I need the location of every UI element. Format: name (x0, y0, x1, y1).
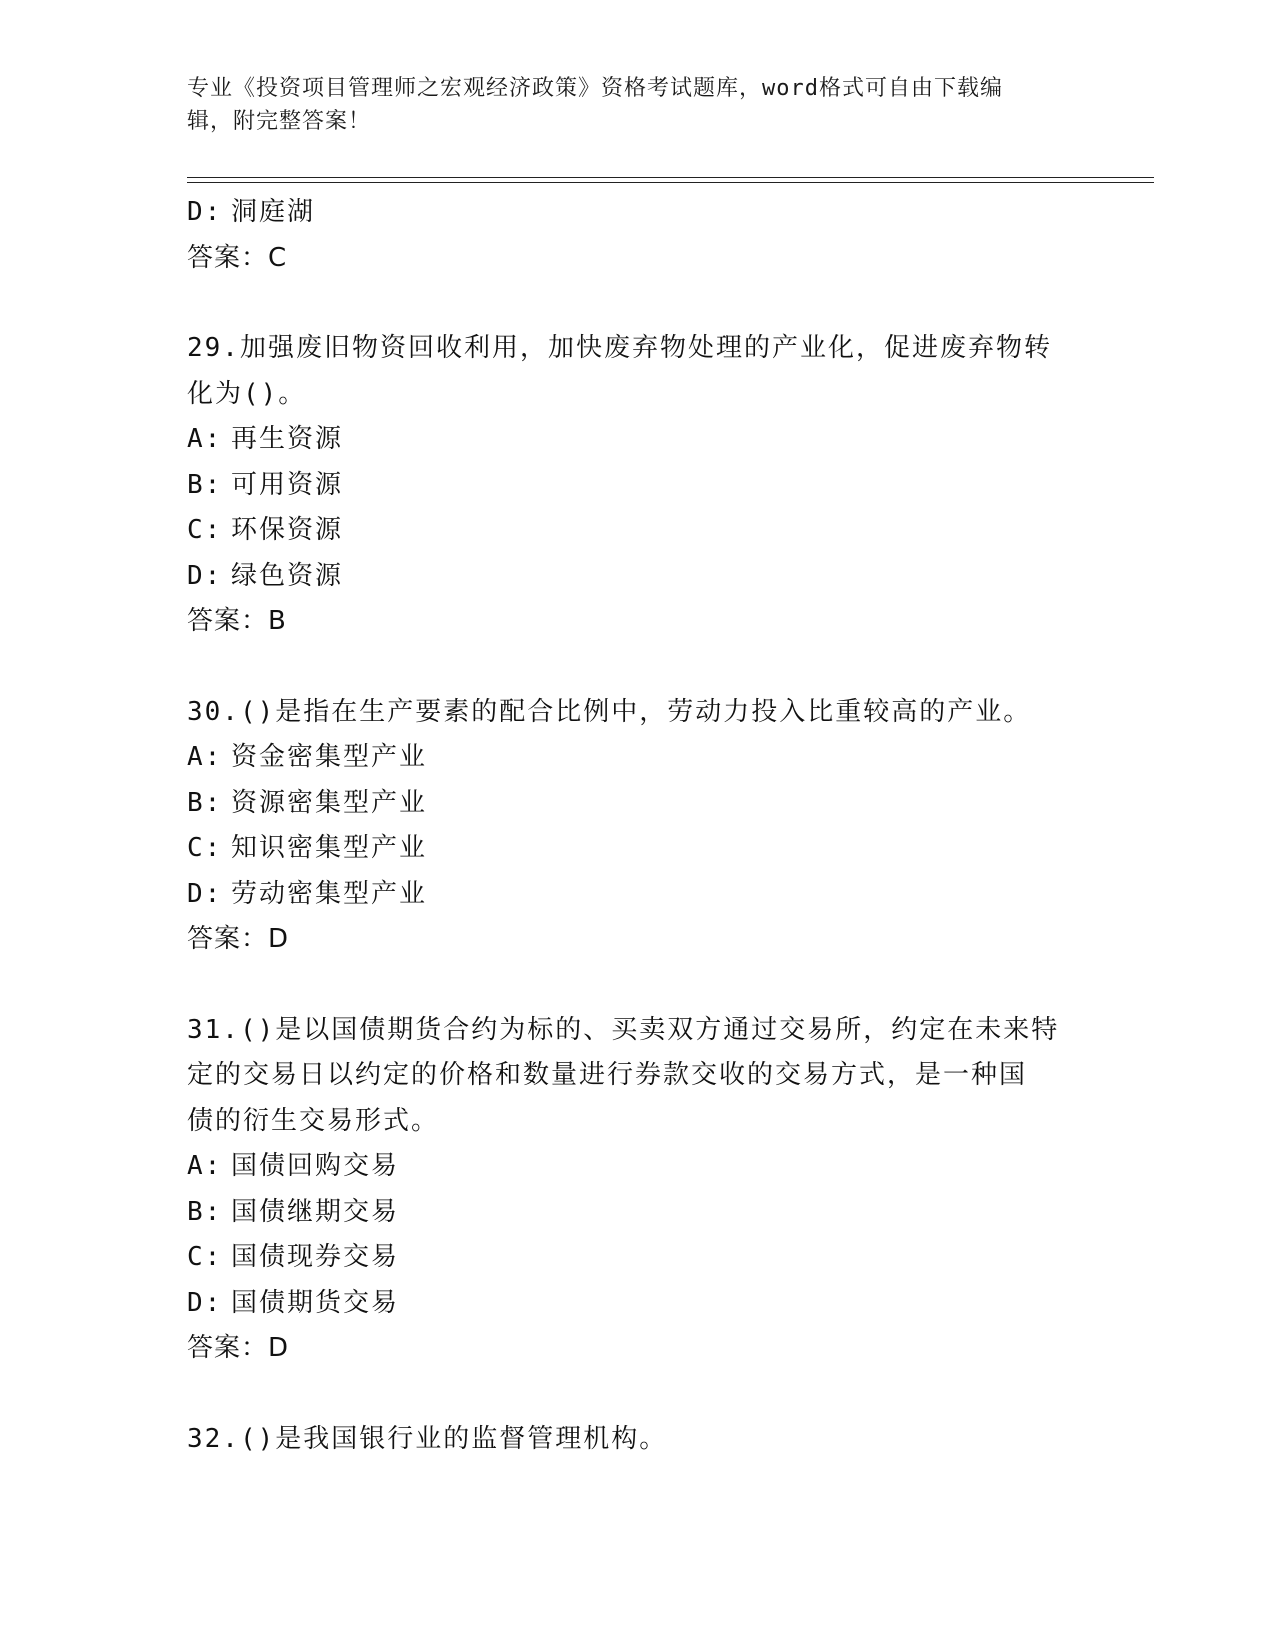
option-text: 再生资源 (231, 424, 344, 454)
option-text: 国债现券交易 (231, 1242, 400, 1272)
spacer (187, 1372, 1087, 1417)
option-label: B: (187, 787, 223, 818)
option-text: 绿色资源 (231, 560, 344, 591)
option-a (187, 1144, 1087, 1190)
header-divider-top (187, 177, 1154, 178)
option-text: 洞庭湖 (231, 197, 316, 227)
carryover-option-d (187, 190, 1087, 236)
carryover-answer: 答案：C (187, 242, 288, 273)
option-label: B: (187, 469, 223, 500)
option-label: A: (187, 1151, 223, 1181)
header-line-2: 辑，附完整答案！ (187, 109, 372, 134)
stem-line: 债的衍生交易形式。 (187, 1105, 440, 1136)
answer: 答案：B (187, 606, 287, 636)
option-label: B: (187, 1196, 223, 1227)
spacer (187, 963, 1087, 1008)
answer: 答案：D (187, 924, 290, 954)
question-list (187, 190, 1087, 1462)
option-d (187, 872, 1087, 918)
stem-line: 32.()是我国银行业的监督管理机构。 (187, 1423, 668, 1454)
option-label: C: (187, 1242, 223, 1272)
stem-line: 30.()是指在生产要素的配合比例中，劳动力投入比重较高的产业。 (187, 696, 1032, 727)
header-line-1: 专业《投资项目管理师之宏观经济政策》资格考试题库，word格式可自由下载编 (187, 76, 1003, 101)
option-c (187, 1235, 1087, 1281)
header-divider-bottom (187, 182, 1154, 183)
option-text: 资源密集型产业 (231, 787, 428, 818)
answer: 答案：D (187, 1333, 290, 1363)
option-label: A: (187, 424, 223, 454)
stem-line: 31.()是以国债期货合约为标的、买卖双方通过交易所，约定在未来特 (187, 1014, 1060, 1045)
option-c (187, 826, 1087, 872)
option-text: 环保资源 (231, 515, 344, 545)
option-c (187, 508, 1087, 554)
stem-line: 定的交易日以约定的价格和数量进行券款交收的交易方式，是一种国 (187, 1060, 1028, 1090)
question-29 (187, 326, 1087, 645)
option-label: D: (187, 1287, 223, 1318)
option-text: 知识密集型产业 (231, 833, 428, 863)
stem-line: 29.加强废旧物资回收利用，加快废弃物处理的产业化，促进废弃物转 (187, 333, 1052, 363)
spacer (187, 281, 1087, 326)
option-label: A: (187, 742, 223, 772)
option-text: 国债回购交易 (231, 1151, 400, 1181)
spacer (187, 645, 1087, 690)
question-30 (187, 690, 1087, 963)
question-stem (187, 690, 1077, 736)
option-text: 国债期货交易 (231, 1287, 400, 1318)
option-label: C: (187, 833, 223, 863)
option-b (187, 781, 1087, 827)
option-a (187, 735, 1087, 781)
option-b (187, 463, 1087, 509)
question-stem (187, 1008, 1077, 1145)
option-label: D: (187, 878, 223, 909)
option-a (187, 417, 1087, 463)
option-d (187, 554, 1087, 600)
question-stem (187, 326, 1077, 417)
question-stem (187, 1417, 1077, 1463)
option-text: 可用资源 (231, 469, 344, 500)
document-header (187, 72, 1087, 138)
option-text: 国债继期交易 (231, 1196, 400, 1227)
option-label: D: (187, 560, 223, 591)
option-label: D: (187, 197, 223, 227)
question-32 (187, 1417, 1087, 1463)
stem-line: 化为()。 (187, 378, 307, 409)
option-b (187, 1190, 1087, 1236)
option-d (187, 1281, 1087, 1327)
option-label: C: (187, 515, 223, 545)
option-text: 资金密集型产业 (231, 742, 428, 772)
option-text: 劳动密集型产业 (231, 878, 428, 909)
question-31 (187, 1008, 1087, 1372)
